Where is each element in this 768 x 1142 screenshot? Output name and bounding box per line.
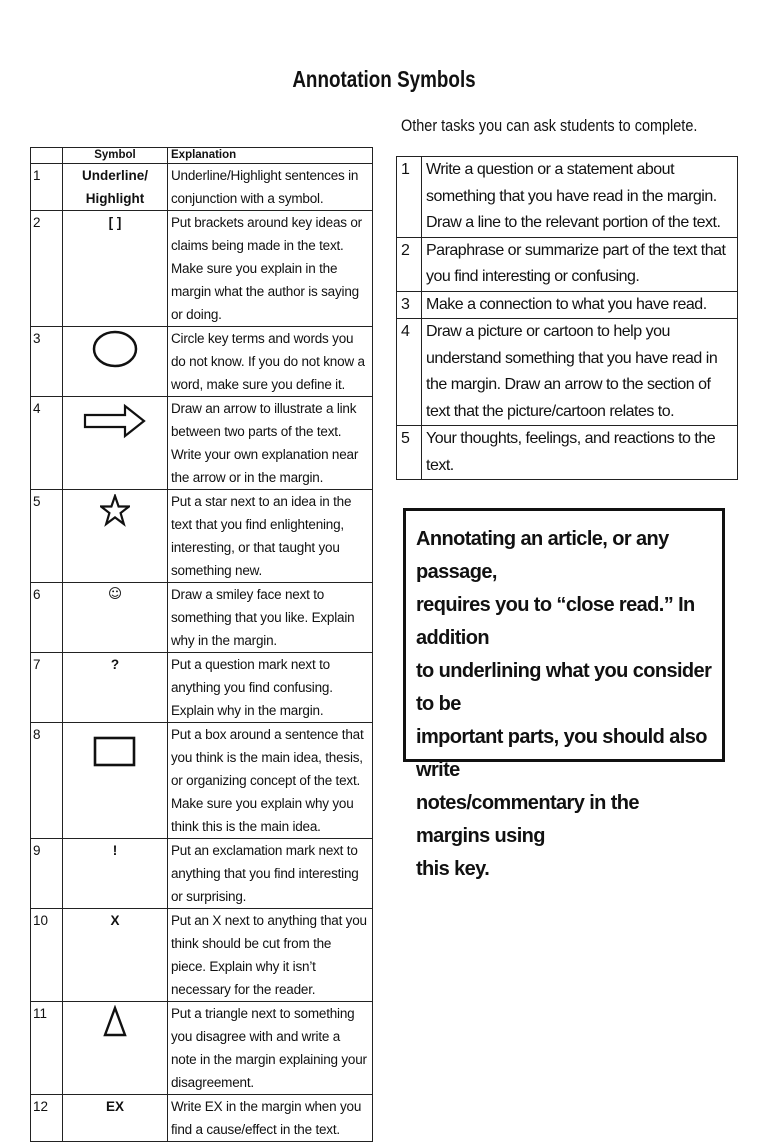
table-row (31, 490, 373, 583)
symbol-x: X (63, 909, 168, 1002)
task-row (397, 157, 738, 238)
task-text: Your thoughts, feelings, and reactions to the text. (422, 426, 738, 480)
row-number: 9 (31, 839, 63, 909)
page-title: Annotation Symbols (292, 66, 476, 92)
task-row (397, 426, 738, 480)
row-number: 4 (31, 397, 63, 490)
symbol-question-mark: ? (63, 653, 168, 723)
triangle-icon (63, 1002, 168, 1095)
symbol-brackets: [ ] (63, 211, 168, 327)
task-text: Write a question or a statement about something that you have read in the margin. Draw a line to the relevant portion of the text. (422, 157, 738, 238)
row-number: 12 (31, 1095, 63, 1142)
task-number: 3 (397, 291, 422, 319)
row-number: 3 (31, 327, 63, 397)
table-row (31, 164, 373, 211)
table-row (31, 327, 373, 397)
task-text: Paraphrase or summarize part of the text that you find interesting or confusing. (422, 237, 738, 291)
table-row (31, 1002, 373, 1095)
task-row (397, 291, 738, 319)
table-row (31, 1095, 373, 1142)
note-line: this key. (416, 858, 490, 880)
note-line: requires you to “close read.” In addition (416, 594, 695, 649)
task-row (397, 237, 738, 291)
symbol-ex: EX (63, 1095, 168, 1142)
row-number: 11 (31, 1002, 63, 1095)
symbol-exclamation: ! (63, 839, 168, 909)
row-explanation: Put an X next to anything that you think should be cut from the piece. Explain why it isn’t necessary for the reader. (168, 909, 373, 1002)
table-row (31, 653, 373, 723)
table-row (31, 839, 373, 909)
annotation-symbols-table (30, 147, 373, 1142)
annotation-note-box (403, 508, 725, 880)
note-line: notes/commentary in the margins using (416, 792, 639, 847)
row-explanation: Put a star next to an idea in the text that you find enlightening, interesting, or that taught you something new. (168, 490, 373, 583)
row-explanation: Circle key terms and words you do not know. If you do not know a word, make sure you define it. (168, 327, 373, 397)
row-number: 7 (31, 653, 63, 723)
table-row (31, 909, 373, 1002)
row-number: 6 (31, 583, 63, 653)
row-explanation: Write EX in the margin when you find a cause/effect in the text. (168, 1095, 373, 1142)
row-explanation: Put an exclamation mark next to anything that you find interesting or surprising. (168, 839, 373, 909)
row-number: 10 (31, 909, 63, 1002)
header-explanation: Explanation (168, 148, 373, 164)
task-text: Make a connection to what you have read. (422, 291, 738, 319)
task-number: 1 (397, 157, 422, 238)
smiley-icon: ☺ (63, 583, 168, 653)
row-explanation: Put a box around a sentence that you think is the main idea, thesis, or organizing concept of the text. Make sure you explain why you think this is the main idea. (168, 723, 373, 839)
task-number: 2 (397, 237, 422, 291)
table-row (31, 397, 373, 490)
row-number: 1 (31, 164, 63, 211)
task-number: 4 (397, 319, 422, 426)
symbol-underline-highlight: Underline/ Highlight (63, 164, 168, 211)
header-symbol: Symbol (63, 148, 168, 164)
row-explanation: Put a question mark next to anything you find confusing. Explain why in the margin. (168, 653, 373, 723)
table-row (31, 583, 373, 653)
note-line: to underlining what you consider to be (416, 660, 712, 715)
row-explanation: Put a triangle next to something you disagree with and write a note in the margin explaining your disagreement. (168, 1002, 373, 1095)
row-explanation: Draw a smiley face next to something that you like. Explain why in the margin. (168, 583, 373, 653)
arrow-icon (63, 397, 168, 490)
box-icon (63, 723, 168, 839)
table-header-row (31, 148, 373, 164)
row-number: 2 (31, 211, 63, 327)
circle-icon (63, 327, 168, 397)
task-number: 5 (397, 426, 422, 480)
note-line: important parts, you should also write (416, 726, 707, 781)
row-explanation: Underline/Highlight sentences in conjunction with a symbol. (168, 164, 373, 211)
row-number: 8 (31, 723, 63, 839)
table-row (31, 211, 373, 327)
task-text: Draw a picture or cartoon to help you understand something that you have read in the margin. Draw an arrow to the section of text that the picture/cartoon relates to. (422, 319, 738, 426)
star-icon (63, 490, 168, 583)
row-explanation: Draw an arrow to illustrate a link between two parts of the text. Write your own explanation near the arrow or in the margin. (168, 397, 373, 490)
other-tasks-table (396, 156, 738, 480)
task-row (397, 319, 738, 426)
row-number: 5 (31, 490, 63, 583)
table-row (31, 723, 373, 839)
note-line: Annotating an article, or any passage, (416, 528, 669, 583)
header-number (31, 148, 63, 164)
other-tasks-heading: Other tasks you can ask students to complete. (401, 116, 698, 135)
row-explanation: Put brackets around key ideas or claims being made in the text. Make sure you explain in the margin what the author is saying or doing. (168, 211, 373, 327)
